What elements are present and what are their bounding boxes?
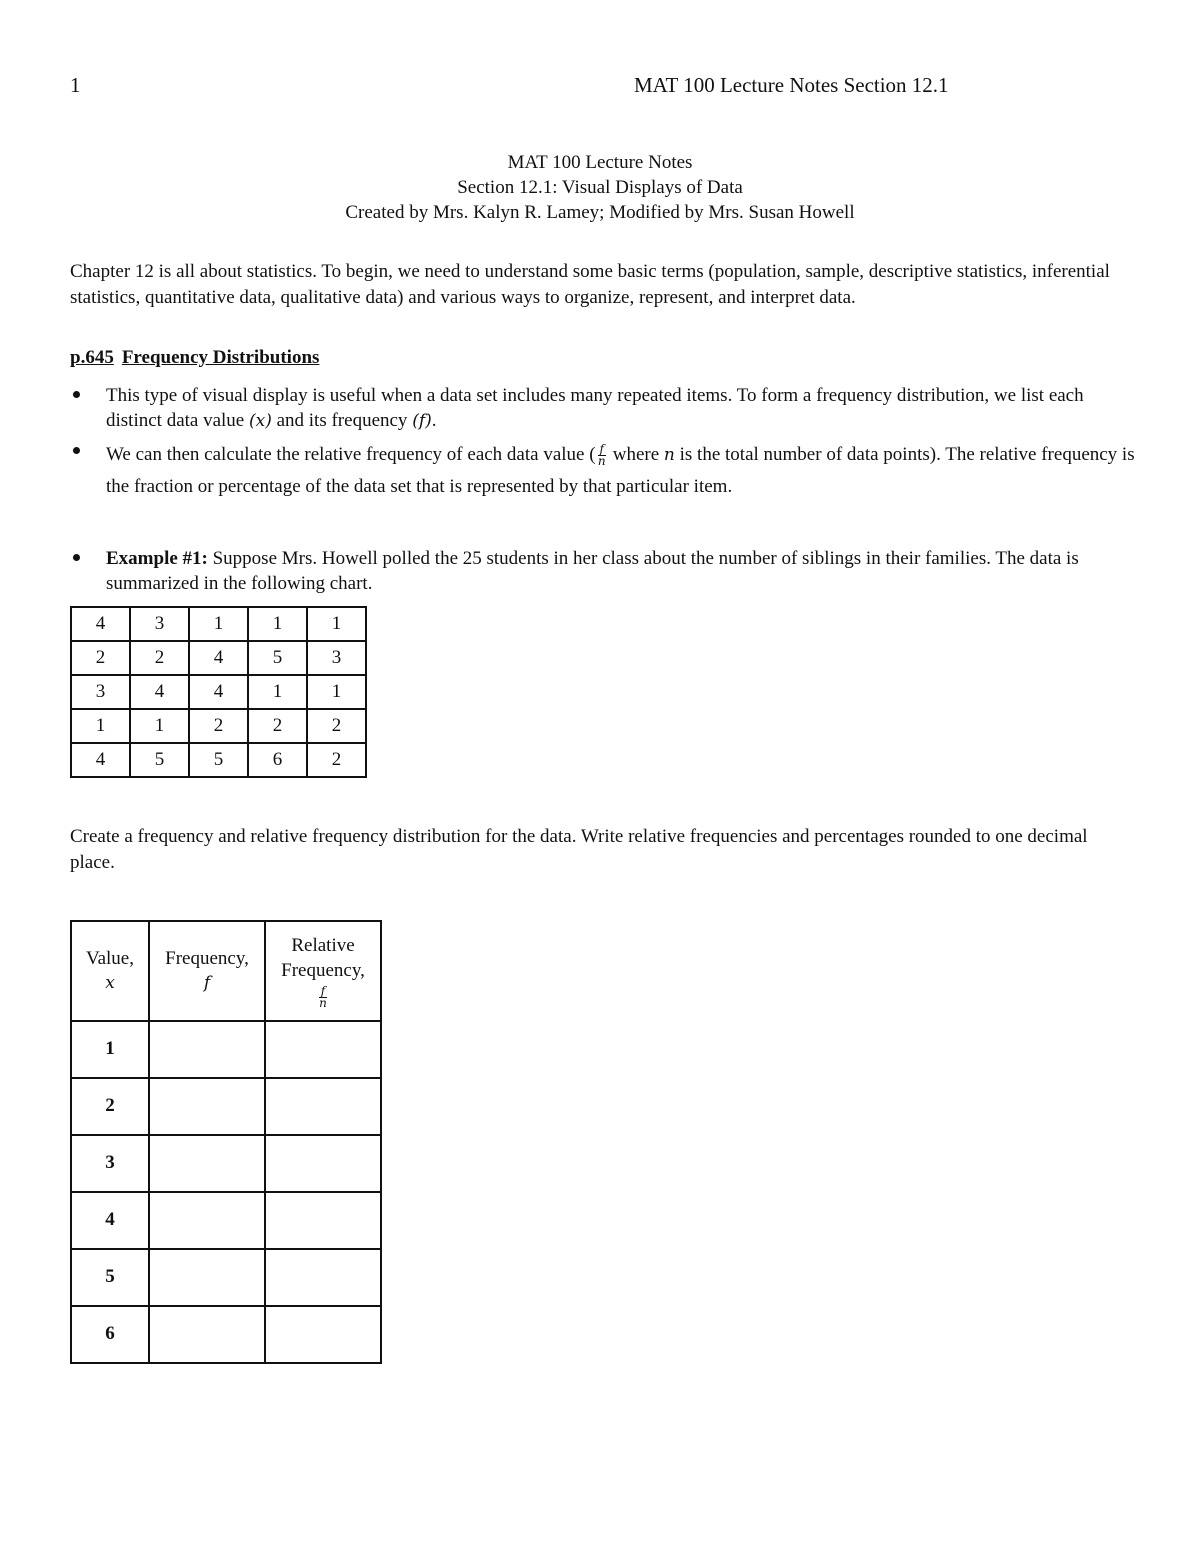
intro-paragraph: Chapter 12 is all about statistics. To begin, we need to understand some basic terms (population, sample, descriptive statistics, inferential statistics, quantitative data, qualitative data) and various ways to organize, represent, and interpret data. — [70, 261, 1110, 308]
value-cell: 6 — [71, 1306, 149, 1363]
bullet-frequency-distribution — [70, 383, 1140, 434]
title-block — [0, 150, 1200, 225]
table-row — [71, 1249, 381, 1306]
title-line-authors: Created by Mrs. Kalyn R. Lamey; Modified by Mrs. Susan Howell — [345, 202, 855, 223]
fraction-denominator: n — [597, 454, 606, 469]
bullet2-text-c: is the total number of data points). The relative frequency is the fraction or percentage of the data set that is represented by that particular item. — [106, 444, 1135, 497]
table-row — [71, 1192, 381, 1249]
sibling-data-grid — [70, 606, 367, 778]
var-f: (f) — [412, 411, 432, 431]
value-cell: 1 — [71, 1021, 149, 1078]
var-x: (x) — [248, 411, 272, 431]
table-cell: 5 — [189, 743, 248, 777]
relative-frequency-cell — [265, 1192, 381, 1249]
table-row — [71, 709, 366, 743]
table-row — [71, 675, 366, 709]
title-line-course: MAT 100 Lecture Notes — [507, 152, 693, 173]
frequency-distribution-table — [70, 920, 382, 1364]
table-row — [71, 641, 366, 675]
table-row — [71, 743, 366, 777]
fraction-numerator: f — [320, 983, 326, 998]
frequency-cell — [149, 1078, 265, 1135]
fraction-numerator: f — [599, 442, 604, 457]
frequency-cell — [149, 1021, 265, 1078]
running-header: MAT 100 Lecture Notes Section 12.1 — [634, 73, 949, 97]
bullet1-text-b: and its frequency — [271, 410, 413, 431]
relative-frequency-cell — [265, 1135, 381, 1192]
section-heading — [70, 346, 319, 371]
table-cell: 2 — [307, 743, 366, 777]
frequency-cell — [149, 1135, 265, 1192]
table-cell: 3 — [307, 641, 366, 675]
value-cell: 3 — [71, 1135, 149, 1192]
column-header-frequency-var: f — [203, 973, 211, 993]
example-text: Suppose Mrs. Howell polled the 25 students in her class about the number of siblings in their families. The data is summarized in the following chart. — [106, 548, 1079, 594]
table-row — [71, 1078, 381, 1135]
page-number: 1 — [70, 73, 81, 97]
section-page-ref: p.645 — [70, 347, 114, 368]
bullet2-text-a: We can then calculate the relative frequency of each data value ( — [106, 444, 596, 465]
title-line-section: Section 12.1: Visual Displays of Data — [457, 177, 743, 198]
frequency-table-head — [71, 921, 381, 1021]
table-header-row — [71, 921, 381, 1021]
table-cell: 2 — [307, 709, 366, 743]
value-cell: 2 — [71, 1078, 149, 1135]
frequency-cell — [149, 1192, 265, 1249]
relative-frequency-cell — [265, 1078, 381, 1135]
column-header-frequency-label: Frequency, — [165, 948, 249, 969]
column-header-relative-fraction — [319, 983, 327, 1010]
value-cell: 5 — [71, 1249, 149, 1306]
table-row — [71, 1306, 381, 1363]
frequency-cell — [149, 1306, 265, 1363]
table-cell: 1 — [248, 607, 307, 641]
column-header-relative-label-2: Frequency, — [281, 960, 365, 982]
table-cell: 1 — [307, 607, 366, 641]
sibling-data-grid-body — [71, 607, 366, 777]
table-cell: 4 — [71, 607, 130, 641]
example-label: Example #1: — [106, 548, 208, 569]
column-header-relative-frequency — [265, 921, 381, 1021]
bullet-example-1 — [70, 546, 1140, 596]
table-row — [71, 1021, 381, 1078]
table-cell: 1 — [130, 709, 189, 743]
instructions-paragraph: Create a frequency and relative frequency distribution for the data. Write relative frequencies and percentages rounded to one decimal place. — [70, 826, 1088, 873]
column-header-frequency — [149, 921, 265, 1021]
table-cell: 4 — [189, 675, 248, 709]
table-cell: 2 — [71, 641, 130, 675]
var-n: n — [663, 445, 675, 465]
column-header-relative-label-1: Relative — [291, 935, 355, 957]
table-cell: 4 — [189, 641, 248, 675]
section-title: Frequency Distributions — [121, 347, 320, 368]
fraction-denominator: n — [319, 995, 327, 1010]
frequency-table-body — [71, 1021, 381, 1363]
bullet-relative-frequency — [70, 439, 1140, 502]
table-cell: 5 — [130, 743, 189, 777]
table-cell: 4 — [130, 675, 189, 709]
relative-frequency-cell — [265, 1249, 381, 1306]
table-row — [71, 607, 366, 641]
table-cell: 2 — [189, 709, 248, 743]
column-header-value-var: x — [105, 973, 115, 993]
relative-frequency-cell — [265, 1021, 381, 1078]
table-cell: 4 — [71, 743, 130, 777]
table-cell: 3 — [130, 607, 189, 641]
table-cell: 1 — [307, 675, 366, 709]
bullet1-text-c: . — [431, 410, 437, 431]
table-cell: 1 — [248, 675, 307, 709]
table-cell: 3 — [71, 675, 130, 709]
bullet1-text-a: This type of visual display is useful when a data set includes many repeated items. To form a frequency distribution, we list each distinct data value — [106, 385, 1084, 431]
relative-frequency-cell — [265, 1306, 381, 1363]
table-cell: 2 — [130, 641, 189, 675]
table-cell: 1 — [189, 607, 248, 641]
bullet2-text-b: where — [608, 444, 664, 465]
table-cell: 1 — [71, 709, 130, 743]
frequency-cell — [149, 1249, 265, 1306]
column-header-value-label: Value, — [85, 948, 134, 969]
value-cell: 4 — [71, 1192, 149, 1249]
table-cell: 6 — [248, 743, 307, 777]
table-cell: 5 — [248, 641, 307, 675]
column-header-value — [71, 921, 149, 1021]
fraction-f-over-n — [598, 444, 606, 467]
table-cell: 2 — [248, 709, 307, 743]
table-row — [71, 1135, 381, 1192]
